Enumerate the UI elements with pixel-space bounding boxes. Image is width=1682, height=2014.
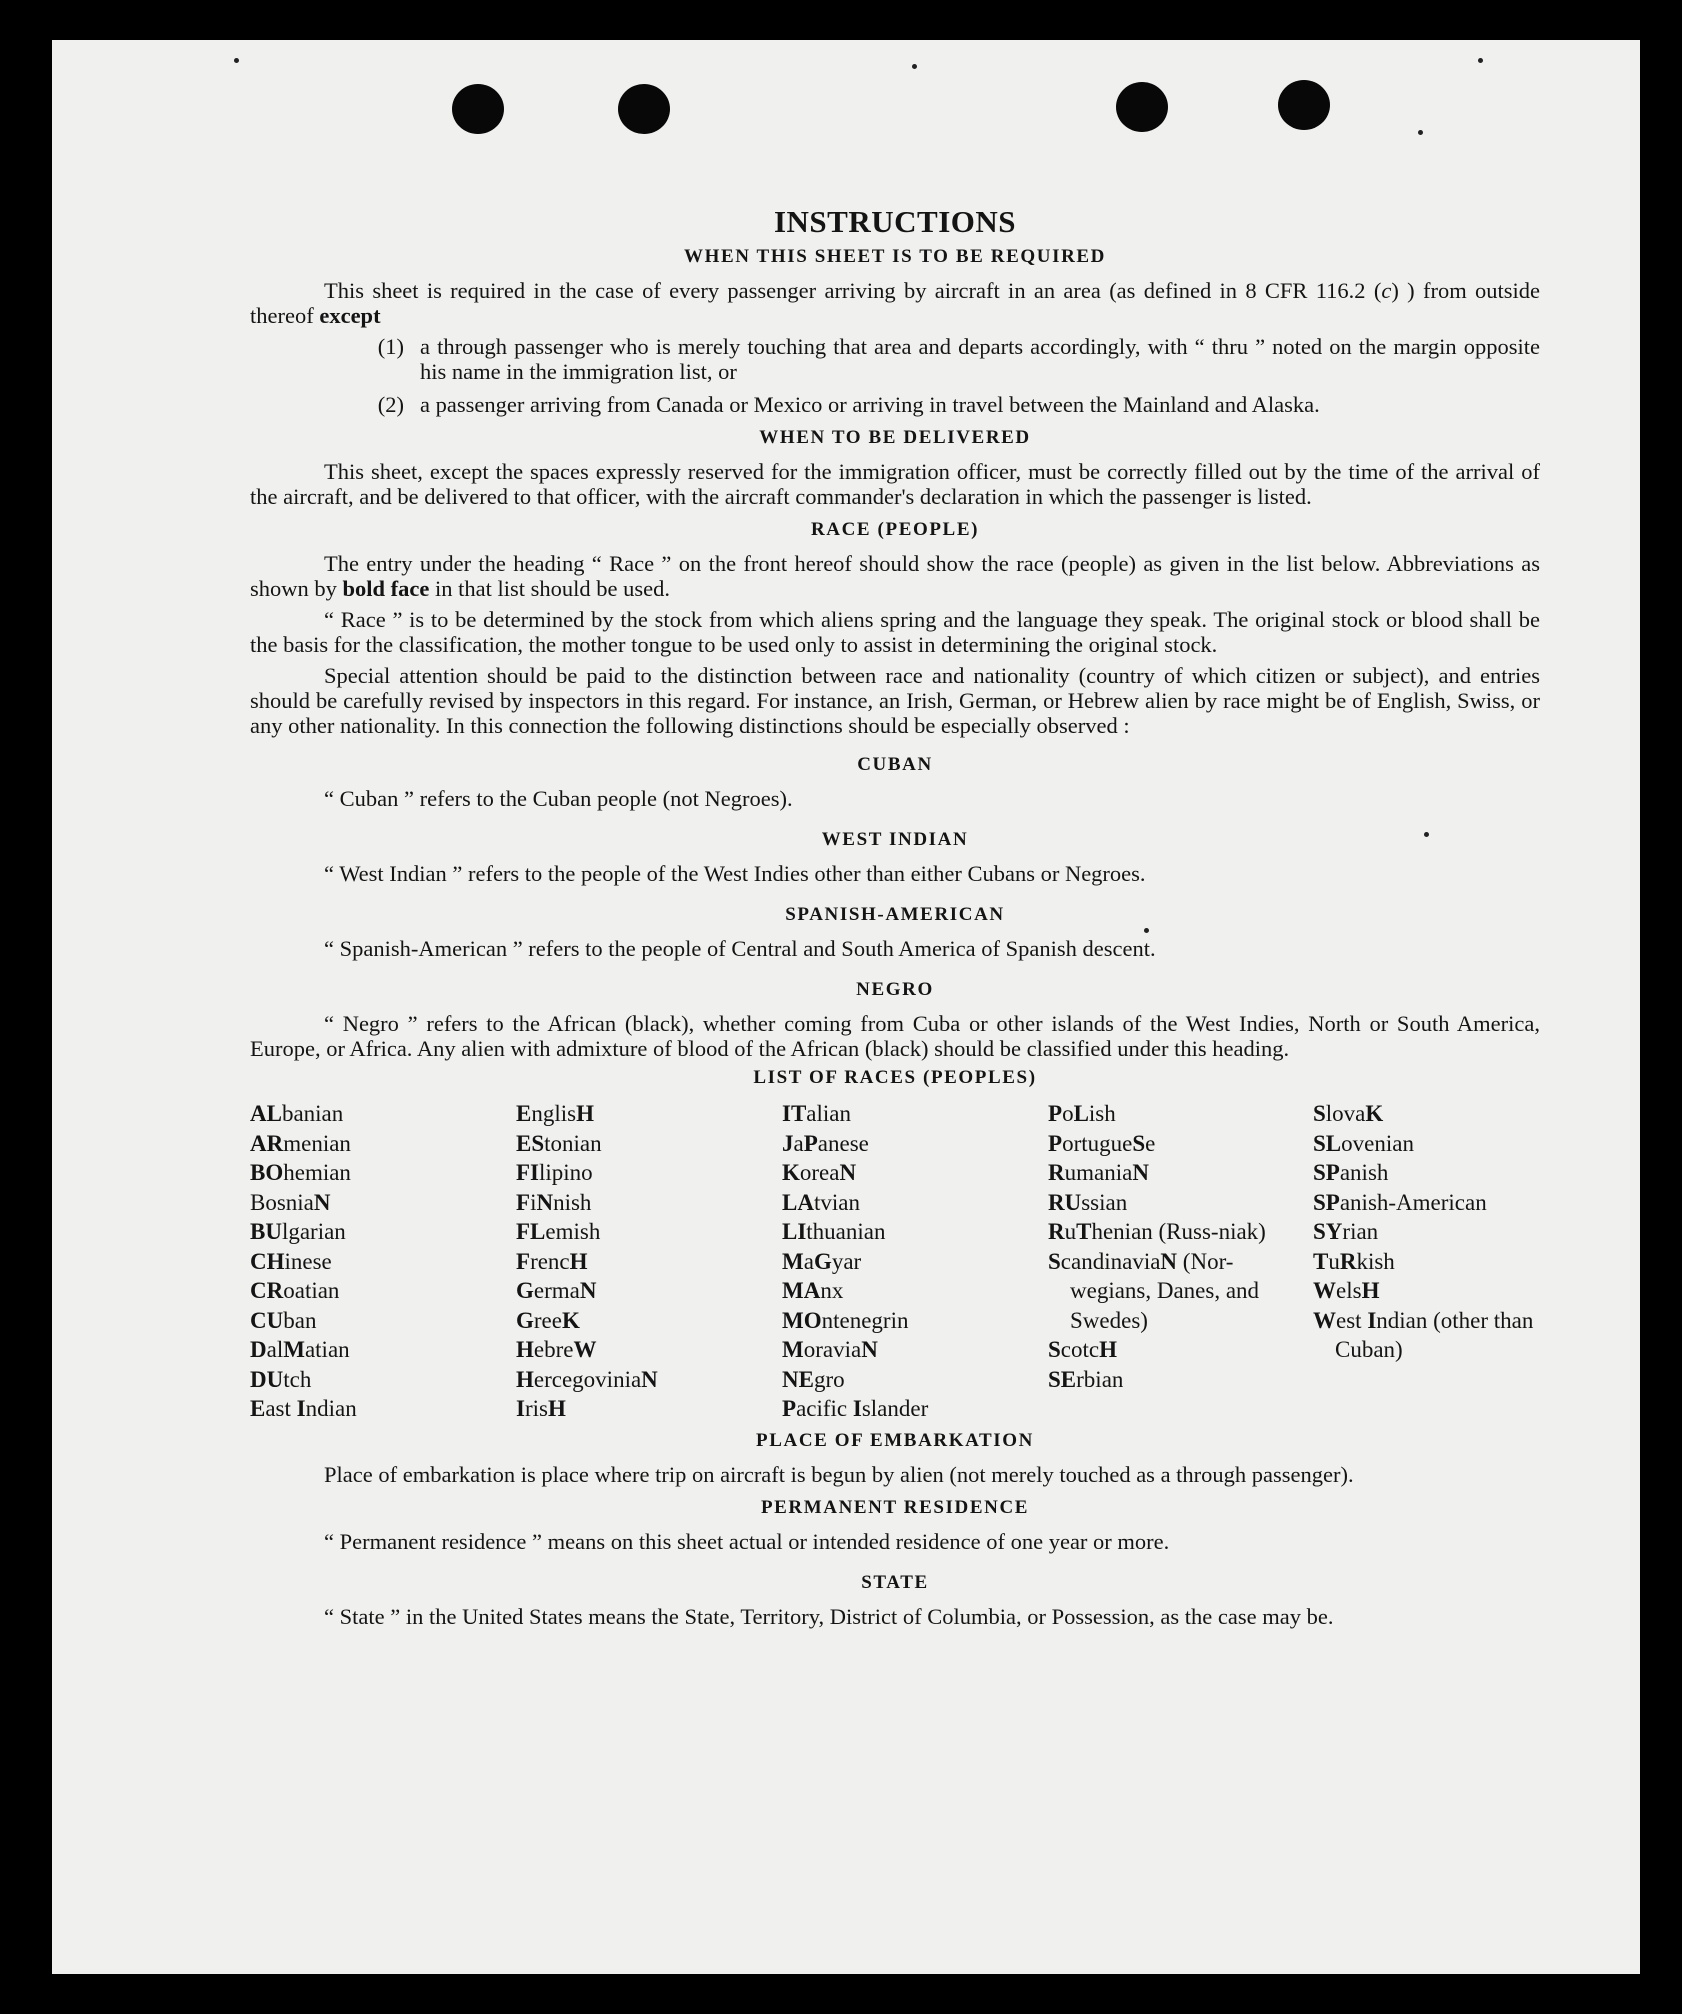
- paragraph-cuban: “ Cuban ” refers to the Cuban people (not Negroes).: [324, 786, 793, 811]
- list-item: [250, 392, 1540, 417]
- race-abbrev: N: [1132, 1160, 1149, 1185]
- race-entry: [250, 1276, 516, 1306]
- race-entry: [1313, 1188, 1543, 1218]
- race-abbrev: G: [516, 1278, 534, 1303]
- race-abbrev: H: [516, 1337, 534, 1362]
- race-entry: [250, 1129, 516, 1159]
- race-entry: [250, 1306, 516, 1336]
- race-entry: [1048, 1247, 1313, 1336]
- race-abbrev: BO: [250, 1160, 284, 1185]
- race-entry: [516, 1099, 782, 1129]
- paragraph-residence: “ Permanent residence ” means on this sheet actual or intended residence of one year or more.: [324, 1528, 1170, 1554]
- race-text: anese: [817, 1130, 869, 1156]
- race-entry: [1313, 1247, 1543, 1277]
- race-abbrev: G: [516, 1307, 534, 1333]
- list-item-text: a through passenger who is merely touching that area and departs accordingly, with “ thru ” noted on the margin opposite his name in the immigration list, or: [420, 334, 1540, 384]
- race-entry: [782, 1099, 1048, 1129]
- race-entry: [782, 1365, 1048, 1395]
- race-entry: [516, 1276, 782, 1306]
- race-abbrev: I: [1367, 1307, 1377, 1333]
- race-text: nglis: [531, 1101, 577, 1126]
- race-text: orea: [799, 1160, 840, 1185]
- race-abbrev: CR: [250, 1278, 284, 1303]
- race-abbrev: H: [547, 1396, 566, 1421]
- race-abbrev: N: [579, 1278, 597, 1303]
- race-entry: [1048, 1099, 1313, 1129]
- race-abbrev: F: [516, 1189, 531, 1215]
- race-abbrev: AL: [250, 1101, 282, 1126]
- race-entry: [516, 1217, 782, 1247]
- race-entry: [1048, 1158, 1313, 1188]
- race-entry: [782, 1394, 1048, 1424]
- race-abbrev: R: [1048, 1219, 1065, 1244]
- race-text: (Nor-wegians, Danes, and Swedes): [1070, 1248, 1260, 1333]
- race-entry: [250, 1335, 516, 1365]
- race-entry: [250, 1247, 516, 1277]
- race-text: tvian: [813, 1189, 860, 1215]
- race-abbrev: I: [852, 1396, 862, 1421]
- race-abbrev: S: [1313, 1101, 1326, 1126]
- race-abbrev: N: [641, 1366, 658, 1392]
- race-column: [516, 1099, 782, 1424]
- text-segment: ) ) from outside thereof: [250, 278, 1541, 328]
- race-entry: [1048, 1217, 1313, 1247]
- race-abbrev: P: [803, 1130, 818, 1156]
- race-text: ercegovinia: [533, 1366, 642, 1392]
- race-text: Bosnia: [250, 1189, 314, 1215]
- paragraph-negro: “ Negro ” refers to the African (black), whether coming from Cuba or other islands of the West Indies, North or South America, Europe, or Africa. Any alien with admixture of blood of the African (black) should be classified under this heading.: [250, 1011, 1540, 1061]
- race-text: oravia: [803, 1337, 862, 1362]
- race-abbrev: E: [250, 1396, 266, 1421]
- race-entry: [782, 1188, 1048, 1218]
- race-text: ban: [283, 1307, 317, 1333]
- paragraph-west-indian: “ West Indian ” refers to the people of the West Indies other than either Cubans or Negroes.: [324, 861, 1146, 886]
- race-text: thuanian: [806, 1219, 886, 1244]
- race-column: [1313, 1099, 1543, 1424]
- race-abbrev: N: [861, 1337, 878, 1362]
- race-entry: [1048, 1129, 1313, 1159]
- race-text: slander: [861, 1396, 929, 1421]
- race-entry: [516, 1365, 782, 1395]
- race-entry: [782, 1129, 1048, 1159]
- race-text: ndian (other than Cuban): [1335, 1307, 1534, 1362]
- heading-embarkation: PLACE OF EMBARKATION: [756, 1429, 1034, 1451]
- paragraph-race-3: Special attention should be paid to the distinction between race and nationality (country of which citizen or subject), and entries should be carefully revised by inspectors in this regard. For instance, an Irish, German, or Hebrew alien by race might be of English, Swiss, or any other nationality. In this connection the following distinctions should be especially observed :: [250, 663, 1540, 738]
- race-abbrev: P: [1048, 1101, 1063, 1126]
- race-text: yar: [831, 1248, 862, 1274]
- race-text: est: [1336, 1307, 1368, 1333]
- race-text: renc: [530, 1248, 570, 1274]
- race-text: umania: [1064, 1160, 1133, 1185]
- race-entry: [250, 1217, 516, 1247]
- race-text: nx: [820, 1278, 844, 1303]
- race-text: ast: [265, 1396, 297, 1421]
- paragraph-race-2: “ Race ” is to be determined by the stock from which aliens spring and the language they speak. The original stock or blood shall be the basis for the classification, the mother tongue to be used only to assist in determining the original stock.: [250, 607, 1540, 657]
- race-abbrev: M: [782, 1248, 804, 1274]
- race-column: [782, 1099, 1048, 1424]
- race-abbrev: RU: [1048, 1189, 1082, 1215]
- race-text: henian (Russ-niak): [1091, 1219, 1266, 1244]
- race-entry: [1313, 1099, 1543, 1129]
- list-item-number: (1): [377, 334, 404, 359]
- race-text: ssian: [1081, 1189, 1128, 1215]
- list-item: [250, 334, 1540, 384]
- race-entry: [782, 1158, 1048, 1188]
- race-text: banian: [281, 1101, 344, 1126]
- race-text: nish: [553, 1189, 592, 1215]
- race-entry: [250, 1188, 516, 1218]
- race-text: lgarian: [281, 1219, 346, 1244]
- race-abbrev: FL: [516, 1219, 546, 1244]
- race-abbrev: MO: [782, 1307, 822, 1333]
- speck: [234, 58, 239, 63]
- race-abbrev: J: [782, 1130, 794, 1156]
- race-text: al: [266, 1337, 284, 1362]
- race-abbrev: L: [1073, 1101, 1089, 1126]
- speck: [912, 64, 917, 69]
- race-entry: [782, 1247, 1048, 1277]
- race-abbrev: LA: [782, 1189, 814, 1215]
- race-text: oatian: [283, 1278, 340, 1303]
- race-entry: [516, 1188, 782, 1218]
- race-text: i: [530, 1189, 537, 1215]
- race-text: ish: [1088, 1101, 1116, 1126]
- race-abbrev: M: [283, 1337, 305, 1362]
- race-abbrev: SE: [1048, 1366, 1077, 1392]
- paragraph-state: “ State ” in the United States means the State, Territory, District of Columbia, or Possession, as the case may be.: [324, 1603, 1334, 1629]
- race-text: u: [1328, 1248, 1340, 1274]
- race-abbrev: N: [536, 1189, 554, 1215]
- race-text: u: [1064, 1219, 1077, 1244]
- race-abbrev: N: [1160, 1248, 1178, 1274]
- race-entry: [516, 1158, 782, 1188]
- race-abbrev: LI: [782, 1219, 807, 1244]
- race-abbrev: D: [250, 1337, 267, 1362]
- race-text: tch: [283, 1366, 312, 1392]
- heading-race: RACE (PEOPLE): [810, 519, 980, 540]
- race-text: rian: [1342, 1219, 1379, 1244]
- heading-residence: PERMANENT RESIDENCE: [760, 1496, 1030, 1518]
- text-segment: The entry under the heading “ Race ” on the front hereof should show the race (people) as given in the list below. Abbreviations as shown by: [250, 551, 1540, 601]
- text-segment-bold: except: [319, 303, 381, 328]
- paragraph-spanish-american: “ Spanish-American ” refers to the people of Central and South America of Spanish descent.: [324, 936, 1156, 961]
- race-text: ortugue: [1062, 1130, 1133, 1156]
- race-text: ndian: [305, 1396, 357, 1421]
- list-item-number: (2): [377, 392, 404, 417]
- race-abbrev: S: [1132, 1130, 1146, 1156]
- race-entry: [1313, 1276, 1543, 1306]
- race-abbrev: R: [1339, 1248, 1357, 1274]
- race-abbrev: K: [1365, 1101, 1384, 1126]
- heading-cuban: CUBAN: [857, 754, 933, 775]
- race-entry: [250, 1365, 516, 1395]
- text-segment-bold: bold face: [342, 576, 430, 601]
- race-abbrev: I: [516, 1396, 525, 1421]
- punch-hole: [1278, 80, 1330, 130]
- race-text: acific: [796, 1396, 853, 1421]
- race-entry: [782, 1306, 1048, 1336]
- race-abbrev: T: [1313, 1248, 1329, 1274]
- text-segment: in that list should be used.: [429, 576, 671, 601]
- race-abbrev: P: [1048, 1130, 1063, 1156]
- race-abbrev: I: [296, 1396, 306, 1421]
- race-abbrev: AR: [250, 1130, 284, 1156]
- race-abbrev: SP: [1313, 1189, 1340, 1215]
- race-entry: [516, 1129, 782, 1159]
- race-abbrev: W: [573, 1337, 597, 1362]
- page-title: INSTRUCTIONS: [773, 204, 1016, 239]
- heading-west-indian: WEST INDIAN: [821, 829, 969, 850]
- paragraph-when-delivered: This sheet, except the spaces expressly reserved for the immigration officer, must be correctly filled out by the time of the arrival of the aircraft, and be delivered to that officer, with the aircraft commander's declaration in which the passenger is listed.: [250, 459, 1540, 509]
- race-abbrev: K: [782, 1160, 800, 1185]
- race-abbrev: F: [516, 1248, 531, 1274]
- race-text: emish: [545, 1219, 601, 1244]
- race-entry: [250, 1099, 516, 1129]
- race-abbrev: T: [1076, 1219, 1092, 1244]
- paragraph-when-required: [250, 278, 1540, 328]
- race-abbrev: P: [782, 1396, 797, 1421]
- race-abbrev: IT: [782, 1101, 807, 1126]
- race-abbrev: H: [516, 1366, 534, 1392]
- race-abbrev: CU: [250, 1307, 284, 1333]
- paragraph-race-1: [250, 551, 1540, 601]
- race-text: gro: [813, 1366, 845, 1392]
- race-entry: [1048, 1335, 1313, 1365]
- race-abbrev: S: [1048, 1337, 1061, 1362]
- race-text: e: [1145, 1130, 1156, 1156]
- race-abbrev: H: [569, 1248, 588, 1274]
- race-abbrev: H: [576, 1101, 594, 1126]
- race-text: a: [793, 1130, 804, 1156]
- race-abbrev: SP: [1313, 1160, 1340, 1185]
- race-abbrev: DU: [250, 1366, 284, 1392]
- race-text: ree: [533, 1307, 562, 1333]
- race-entry: [1313, 1306, 1543, 1365]
- punch-hole: [618, 84, 670, 134]
- race-list: [250, 1099, 1540, 1424]
- race-abbrev: K: [561, 1307, 580, 1333]
- punch-hole: [1116, 82, 1168, 132]
- race-entry: [516, 1306, 782, 1336]
- race-entry: [516, 1394, 782, 1424]
- instructions-content: [250, 204, 1540, 1635]
- race-text: ovenian: [1341, 1130, 1414, 1156]
- race-text: lova: [1325, 1101, 1366, 1126]
- heading-state: STATE: [861, 1571, 929, 1593]
- race-text: lipino: [539, 1160, 593, 1185]
- race-abbrev: CH: [250, 1248, 285, 1274]
- punch-hole: [452, 84, 504, 134]
- race-abbrev: NE: [782, 1366, 814, 1392]
- race-text: tonian: [544, 1130, 602, 1156]
- race-entry: [516, 1247, 782, 1277]
- race-abbrev: H: [1099, 1337, 1117, 1362]
- race-entry: [782, 1217, 1048, 1247]
- race-text: cotc: [1060, 1337, 1100, 1362]
- race-entry: [516, 1335, 782, 1365]
- race-entry: [1313, 1158, 1543, 1188]
- race-abbrev: M: [782, 1337, 804, 1362]
- race-abbrev: ES: [516, 1130, 545, 1156]
- race-text: a: [803, 1248, 814, 1274]
- race-entry: [1313, 1217, 1543, 1247]
- race-text: kish: [1356, 1248, 1395, 1274]
- race-abbrev: R: [1048, 1160, 1065, 1185]
- race-entry: [782, 1276, 1048, 1306]
- race-text: ntenegrin: [821, 1307, 909, 1333]
- race-text: inese: [284, 1248, 332, 1274]
- speck: [1418, 130, 1423, 135]
- race-abbrev: FI: [516, 1160, 539, 1185]
- race-entry: [782, 1335, 1048, 1365]
- text-segment: This sheet is required in the case of every passenger arriving by aircraft in an area (as defined in 8 CFR 116.2 (: [324, 278, 1382, 303]
- race-abbrev: N: [839, 1160, 857, 1185]
- race-text: erma: [533, 1278, 580, 1303]
- heading-negro: NEGRO: [856, 979, 934, 1000]
- race-entry: [250, 1394, 516, 1424]
- race-entry: [1048, 1188, 1313, 1218]
- race-text: anish-American: [1339, 1189, 1487, 1215]
- race-abbrev: SL: [1313, 1130, 1342, 1156]
- paragraph-embarkation: Place of embarkation is place where trip on aircraft is begun by alien (not merely touched as a through passenger).: [324, 1461, 1354, 1487]
- race-abbrev: MA: [782, 1278, 821, 1303]
- race-text: ris: [524, 1396, 548, 1421]
- race-text: alian: [806, 1101, 851, 1126]
- document-sheet: [52, 40, 1640, 1974]
- race-text: candinavia: [1060, 1248, 1161, 1274]
- heading-when-required: WHEN THIS SHEET IS TO BE REQUIRED: [683, 246, 1107, 267]
- race-text: anish: [1339, 1160, 1389, 1185]
- race-entry: [1313, 1129, 1543, 1159]
- race-abbrev: S: [1048, 1248, 1061, 1274]
- race-column: [1048, 1099, 1313, 1424]
- race-abbrev: W: [1313, 1307, 1336, 1333]
- race-abbrev: E: [516, 1101, 532, 1126]
- race-text: ebre: [533, 1337, 574, 1362]
- race-abbrev: N: [313, 1189, 331, 1215]
- heading-when-delivered: WHEN TO BE DELIVERED: [759, 427, 1031, 448]
- race-text: menian: [283, 1130, 351, 1156]
- speck: [1478, 58, 1483, 63]
- race-text: atian: [304, 1337, 350, 1362]
- race-abbrev: BU: [250, 1219, 282, 1244]
- race-entry: [250, 1158, 516, 1188]
- race-abbrev: SY: [1313, 1219, 1343, 1244]
- heading-list-of-races: LIST OF RACES (PEOPLES): [753, 1067, 1037, 1088]
- race-abbrev: H: [1361, 1278, 1380, 1303]
- race-abbrev: W: [1313, 1278, 1336, 1303]
- heading-spanish-american: SPANISH-AMERICAN: [785, 904, 1005, 925]
- race-text: o: [1062, 1101, 1074, 1126]
- race-column: [250, 1099, 516, 1424]
- race-entry: [1048, 1365, 1313, 1395]
- race-text: els: [1336, 1278, 1362, 1303]
- race-text: hemian: [283, 1160, 351, 1185]
- race-text: rbian: [1076, 1366, 1124, 1392]
- list-item-text: a passenger arriving from Canada or Mexico or arriving in travel between the Mainland and Alaska.: [420, 392, 1320, 417]
- text-segment-italic: c: [1381, 278, 1392, 303]
- race-abbrev: G: [813, 1248, 832, 1274]
